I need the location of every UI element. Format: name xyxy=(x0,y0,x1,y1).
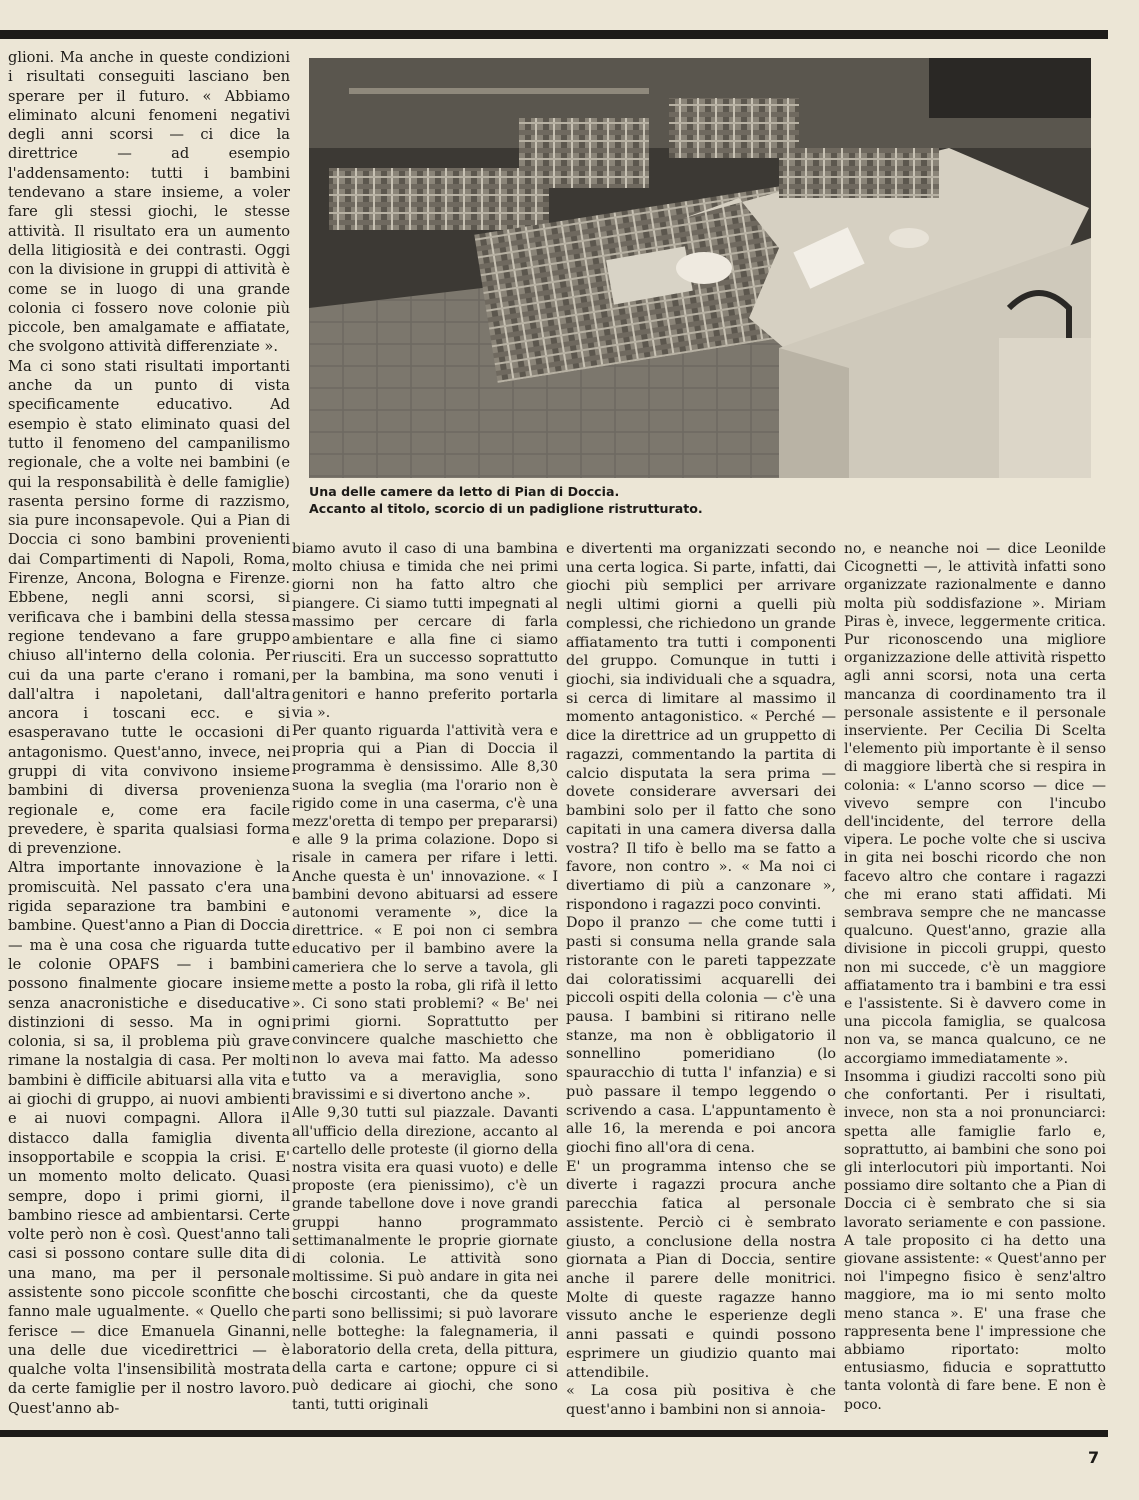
page-number: 7 xyxy=(1088,1448,1100,1467)
paragraph: Altra importante innovazione è la promiscuità. Nel passato c'era una rigida separazione tra bambini e bambine. Quest'anno a Pian di Doccia — ma è una cosa che riguarda tutte le colonie OPAFS — i bambini possono finalmente giocare insieme senza anacronistiche e diseducative distinzioni di sesso. Ma in ogni colonia, si sa, il problema più grave rimane la nostalgia di casa. Per molti bambini è difficile abituarsi alla vita e ai giochi di gruppo, ai nuovi ambienti e ai nuovi compagni. Allora il distacco dalla famiglia diventa insopportabile e scoppia la crisi. E' un momento molto delicato. Quasi sempre, dopo i primi giorni, il bambino riesce ad ambientarsi. Certe volte però non è così. Quest'anno tali casi si possono contare sulle dita di una mano, ma per il personale assistente sono piccole sconfitte che fanno male ugualmente. « Quello che ferisce — dice Emanuela Ginanni, una delle due vicedirettrici — è qualche volta l'insensibilità mostrata da certe famiglie per il nostro lavoro. Quest'anno ab- xyxy=(8,859,290,1417)
paragraph: glioni. Ma anche in queste condizioni i risultati conseguiti lasciano ben sperare per il futuro. « Abbiamo eliminato alcuni fenomeni negativi degli anni scorsi — ci dice la direttrice — ad esempio l'addensamento: tutti i bambini tendevano a stare insieme, a voler fare gli stessi giochi, le stesse attività. Il risultato era un aumento della litigiosità e dei contrasti. Oggi con la divisione in gruppi di attività è come se in luogo di una grande colonia ci fossero nove colonie più piccole, ben amalgamate e affiatate, che svolgono attività differenziate ». xyxy=(8,49,290,356)
paragraph: Ma ci sono stati risultati importanti anche da un punto di vista specificamente educativo. Ad esempio è stato eliminato quasi del tutto il fenomeno del campanilismo regionale, che a volte nei bambini (e qui la responsabilità è delle famiglie) rasenta persino forme di razzismo, sia pure inconsapevole. Qui a Pian di Doccia ci sono bambini provenienti dai Compartimenti di Napoli, Roma, Firenze, Ancona, Bologna e Firenze. Ebbene, negli anni scorsi, si verificava che i bambini della stessa regione tendevano a fare gruppo chiuso all'interno della colonia. Per cui da una parte c'erano i romani, dall'altra i napoletani, dall'altra ancora i toscani ecc. e si esasperavano tutte le occasioni di antagonismo. Quest'anno, invece, nei gruppi di vita convivono insieme bambini di diversa provenienza regionale e, come era facile prevedere, è sparita qualsiasi forma di prevenzione. xyxy=(8,357,290,858)
caption-line-1: Una delle camere da letto di Pian di Doccia. xyxy=(309,484,620,499)
article-column-1 xyxy=(8,48,290,1424)
top-rule xyxy=(0,30,1108,39)
paragraph: « La cosa più positiva è che quest'anno i bambini non si annoia- xyxy=(566,1383,836,1419)
article-column-4 xyxy=(844,540,1106,1424)
paragraph: Insomma i giudizi raccolti sono più che confortanti. Per i risultati, invece, non sta a noi pronunciarci: spetta alle famiglie farlo e, soprattutto, ai bambini che sono poi gli interlocutori più importanti. Noi possiamo dire soltanto che a Pian di Doccia ci è sembrato che si sia lavorato seriamente e con passione. A tale proposito ci ha detto una giovane assistente: « Quest'anno per noi l'impegno fisico è senz'altro maggiore, ma io mi sento molto meno stanca ». E' una frase che rappresenta bene l' impressione che abbiamo riportato: molto entusiasmo, fiducia e soprattutto tanta volontà di fare bene. E non è poco. xyxy=(844,1068,1106,1413)
photo-caption xyxy=(309,484,1091,517)
paragraph: e divertenti ma organizzati secondo una certa logica. Si parte, infatti, dai giochi più semplici per arrivare negli ultimi giorni a quelli più complessi, che richiedono un grande affiatamento tra tutti i componenti del gruppo. Comunque in tutti i giochi, sia individuali che a squadra, si cerca di limitare al massimo il momento antagonistico. « Perché — dice la direttrice ad un gruppetto di ragazzi, commentando la partita di calcio disputata la sera prima — dovete considerare avversari dei bambini solo per il fatto che sono capitati in una camera diversa dalla vostra? Il tifo è bello ma se fatto a favore, non contro ». « Ma noi ci divertiamo di più a canzonare », rispondono i ragazzi poco convinti. xyxy=(566,541,836,913)
paragraph: Per quanto riguarda l'attività vera e propria qui a Pian di Doccia il programma è densissimo. Alle 8,30 suona la sveglia (ma l'orario non è rigido come in una caserma, c'è una mezz'oretta di tempo per prepararsi) e alle 9 la prima colazione. Dopo si risale in camera per rifare i letti. Anche questa è un' innovazione. « I bambini devono abituarsi ad essere autonomi veramente », dice la direttrice. « E poi non ci sembra educativo per il bambino avere la cameriera che lo serve a tavola, gli mette a posto la roba, gli rifà il letto ». Ci sono stati problemi? « Be' nei primi giorni. Soprattutto per convincere qualche maschietto che non lo aveva mai fatto. Ma adesso tutto va a meraviglia, sono bravissimi e si divertono anche ». xyxy=(292,723,558,1104)
bedroom-photo xyxy=(309,58,1091,478)
paragraph: E' un programma intenso che se diverte i ragazzi procura anche parecchia fatica al personale assistente. Perciò ci è sembrato giusto, a conclusione della nostra giornata a Pian di Doccia, sentire anche il parere delle monitrici. Molte di queste ragazze hanno vissuto anche le esperienze degli anni passati e quindi possono esprimere un giudizio quanto mai attendibile. xyxy=(566,1158,836,1381)
paragraph: no, e neanche noi — dice Leonilde Cicognetti —, le attività infatti sono organizzate razionalmente e danno molta più soddisfazione ». Miriam Piras è, invece, leggermente critica. Pur riconoscendo una migliore organizzazione delle attività rispetto agli anni scorsi, nota una certa mancanza di coordinamento tra il personale assistente e il personale inserviente. Per Cecilia Di Scelta l'elemento più importante è il senso di maggiore libertà che si respira in colonia: « L'anno scorso — dice — vivevo sempre con l'incubo dell'incidente, del terrore della vipera. Le poche volte che si usciva in gita nei boschi ricordo che non facevo altro che contare i ragazzi che mi erano stati affidati. Mi sembrava sempre che ne mancasse qualcuno. Quest'anno, grazie alla divisione in piccoli gruppi, questo non mi succede, c'è un maggiore affiatamento tra i bambini e tra essi e l'assistente. Si è davvero come in una piccola famiglia, se qualcosa non va, se manca qualcuno, ce ne accorgiamo immediatamente ». xyxy=(844,541,1106,1067)
paragraph: biamo avuto il caso di una bambina molto chiusa e timida che nei primi giorni non ha fatto altro che piangere. Ci siamo tutti impegnati al massimo per cercare di farla ambientare e alla fine ci siamo riusciti. Era un successo soprattutto per la bambina, ma sono venuti i genitori e hanno preferito portarla via ». xyxy=(292,541,558,721)
article-column-3 xyxy=(566,540,836,1424)
paragraph: Alle 9,30 tutti sul piazzale. Davanti all'ufficio della direzione, accanto al cartello delle proteste (il giorno della nostra visita era quasi vuoto) e delle proposte (era pienissimo), c'è un grande tabellone dove i nove grandi gruppi hanno programmato settimanalmente le proprie giornate di colonia. Le attività sono moltissime. Si può andare in gita nei boschi circostanti, che da queste parti sono bellissimi; si può lavorare nelle botteghe: la falegnameria, il laboratorio della creta, della pittura, della carta e cartone; oppure ci si può dedicare ai giochi, che sono tanti, tutti originali xyxy=(292,1105,558,1413)
article-column-2 xyxy=(292,540,558,1424)
caption-line-2: Accanto al titolo, scorcio di un padiglione ristrutturato. xyxy=(309,500,703,516)
paragraph: Dopo il pranzo — che come tutti i pasti si consuma nella grande sala ristorante con le pareti tappezzate dai coloratissimi acquarelli dei piccoli ospiti della colonia — c'è una pausa. I bambini si ritirano nelle stanze, ma non è obbligatorio il sonnellino pomeridiano (lo spauracchio di tutta l' infanzia) e si può passare il tempo leggendo o scrivendo a casa. L'appuntamento è alle 16, la merenda e poi ancora giochi fino all'ora di cena. xyxy=(566,915,836,1156)
bottom-rule xyxy=(0,1430,1108,1437)
